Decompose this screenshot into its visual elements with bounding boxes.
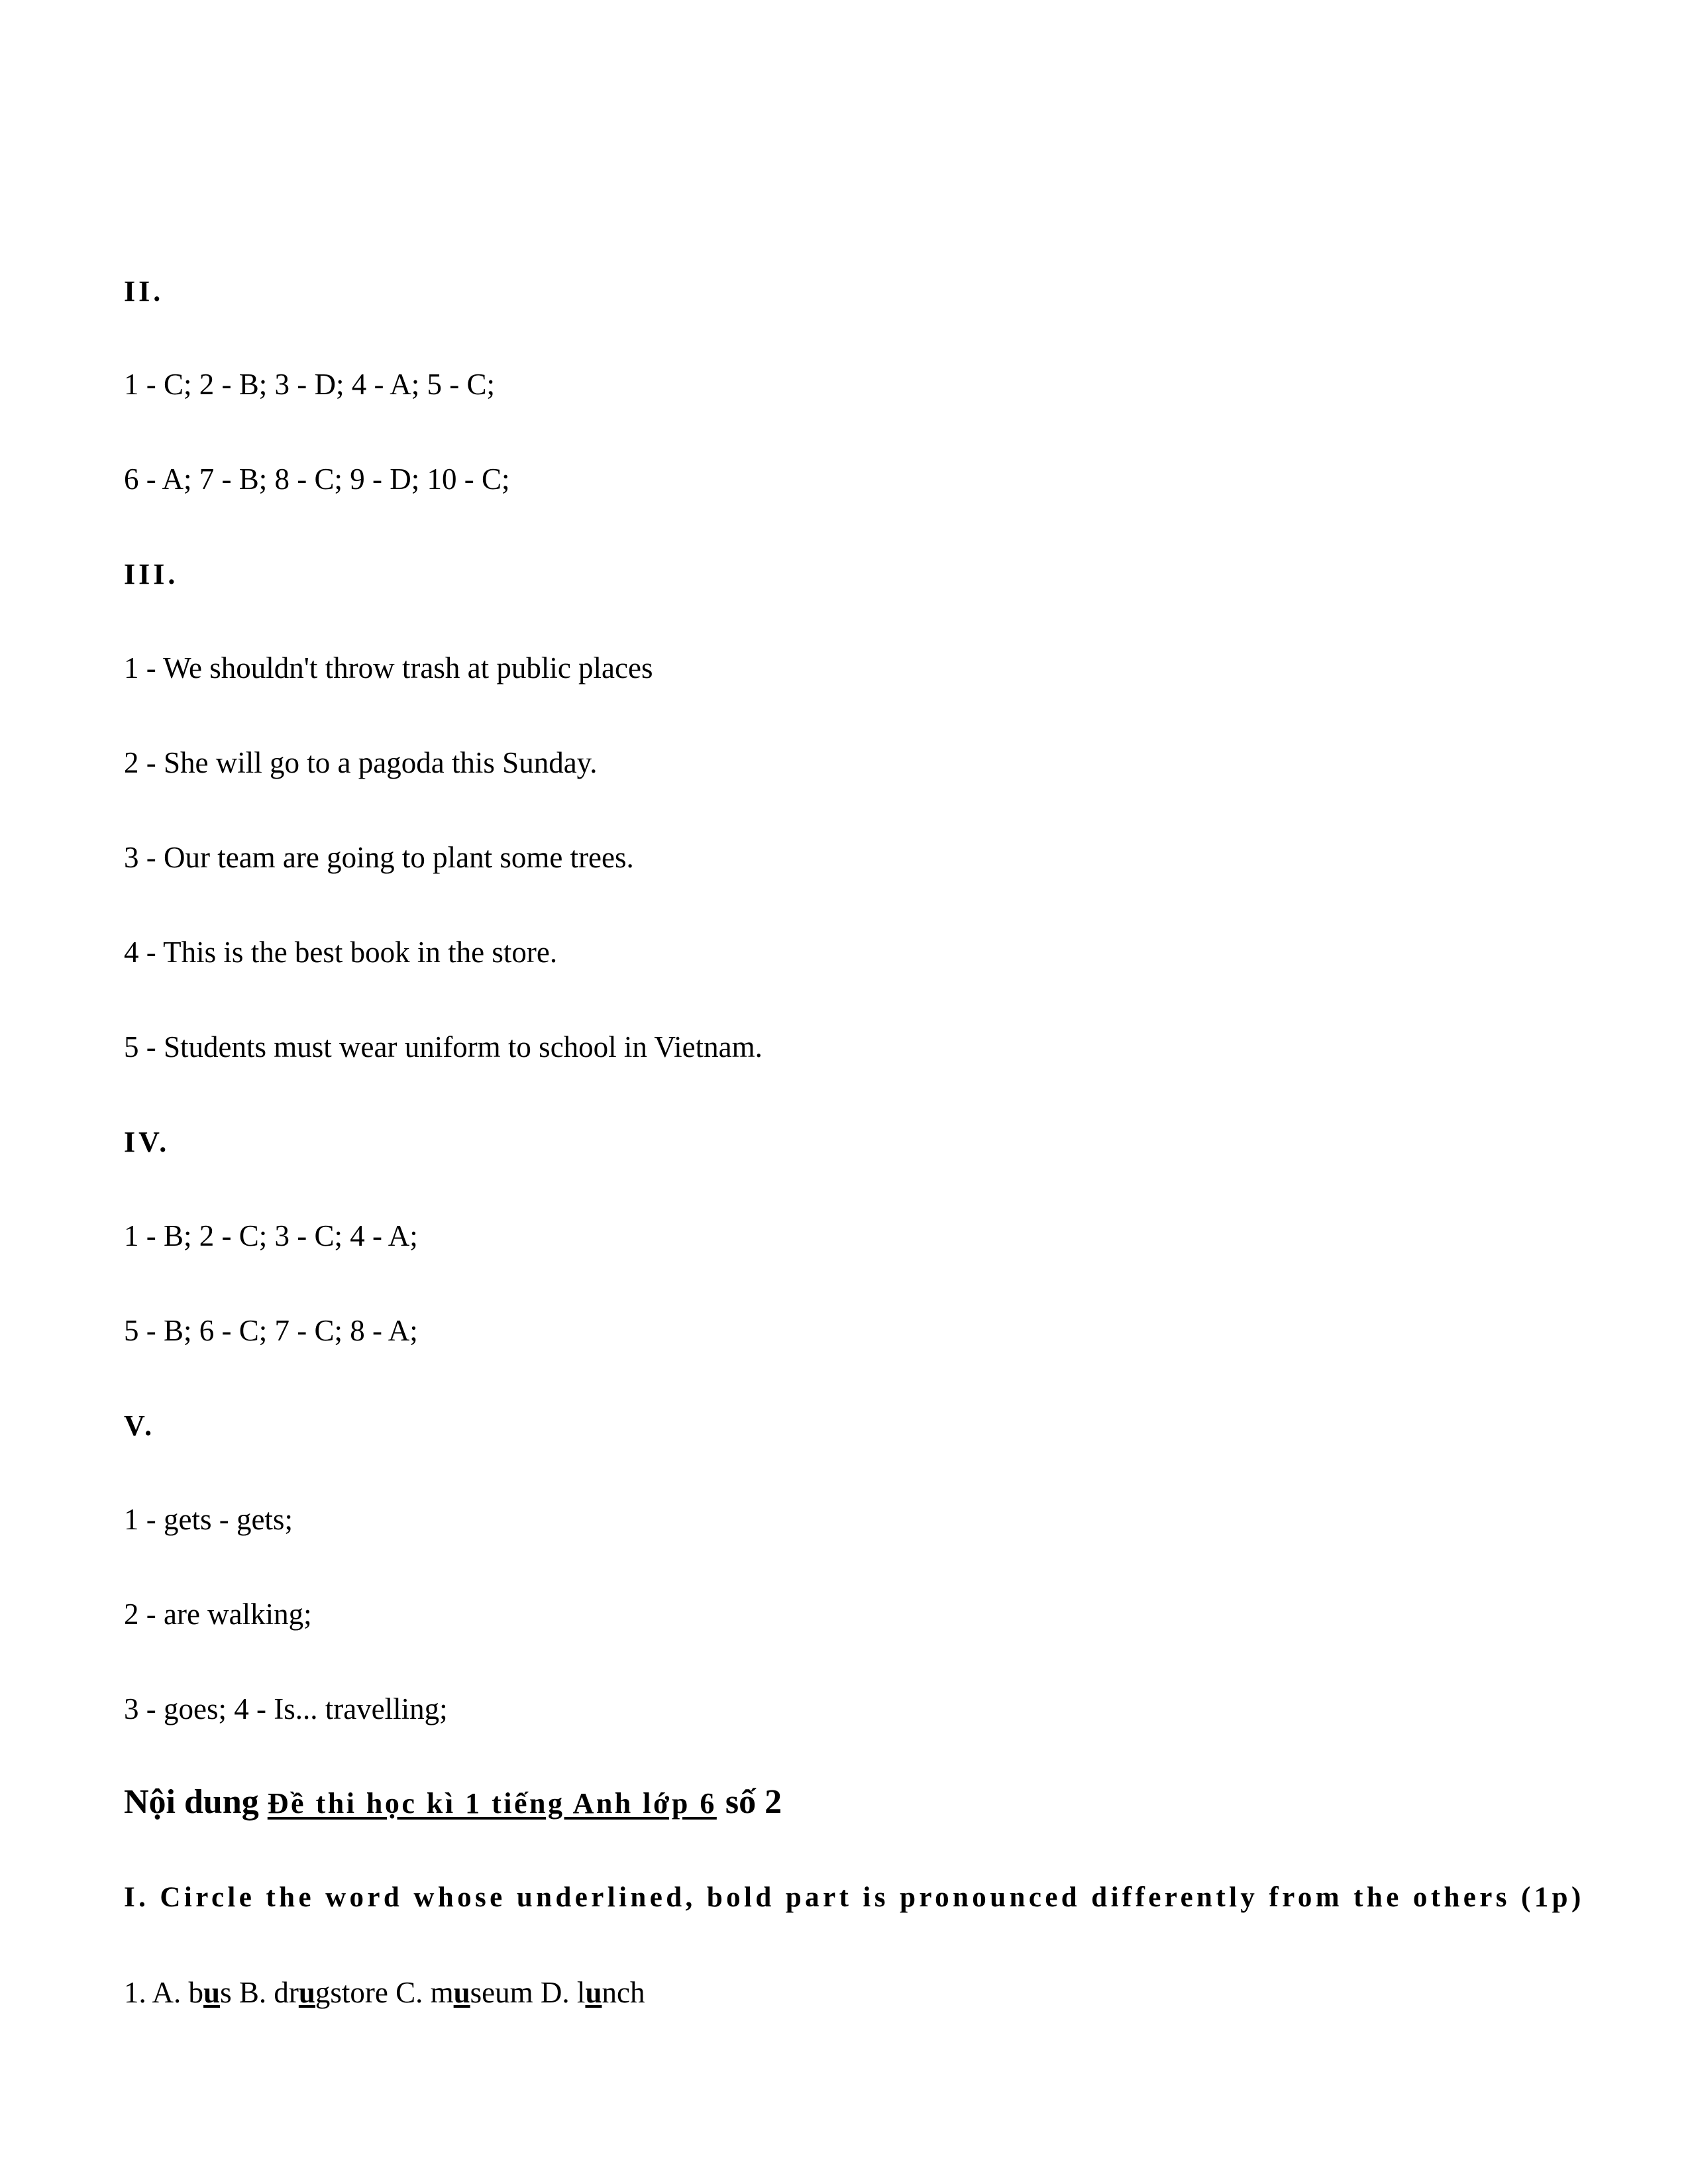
- section-heading-v: V.: [124, 1409, 156, 1442]
- content-title: [124, 1785, 782, 1820]
- question-item-1: [124, 1978, 645, 2008]
- answer-line: 1 - We shouldn't throw trash at public places: [124, 651, 653, 684]
- answer-line: 1 - B; 2 - C; 3 - C; 4 - A;: [124, 1219, 418, 1252]
- section-heading-iii: III.: [124, 558, 179, 590]
- content-title-prefix: Nội dung: [124, 1783, 259, 1821]
- option-b: B. drugstore: [238, 1976, 388, 2009]
- option-c: C. museum: [396, 1976, 533, 2009]
- answer-line: 5 - Students must wear uniform to school in Vietnam.: [124, 1030, 763, 1064]
- option-d: D. lunch: [540, 1976, 645, 2009]
- answer-line: 5 - B; 6 - C; 7 - C; 8 - A;: [124, 1314, 418, 1347]
- answer-line: 2 - She will go to a pagoda this Sunday.: [124, 746, 598, 779]
- answer-line: 4 - This is the best book in the store.: [124, 936, 558, 969]
- answer-line: 6 - A; 7 - B; 8 - C; 9 - D; 10 - C;: [124, 463, 510, 496]
- answer-line: 2 - are walking;: [124, 1598, 312, 1631]
- answer-line: 3 - goes; 4 - Is... travelling;: [124, 1692, 448, 1725]
- exam-title-link[interactable]: Đề thi học kì 1 tiếng Anh lớp 6: [267, 1787, 717, 1820]
- answer-line: 1 - C; 2 - B; 3 - D; 4 - A; 5 - C;: [124, 368, 495, 401]
- question-heading: I. Circle the word whose underlined, bold part is pronounced differently from the others (1p): [124, 1882, 1585, 1913]
- section-heading-iv: IV.: [124, 1126, 170, 1158]
- question-number: 1.: [124, 1976, 146, 2009]
- answer-line: 1 - gets - gets;: [124, 1503, 293, 1536]
- answer-line: 3 - Our team are going to plant some trees.: [124, 841, 634, 874]
- section-heading-ii: II.: [124, 275, 164, 307]
- content-title-suffix: số 2: [725, 1783, 782, 1821]
- option-a: A. bus: [152, 1976, 232, 2009]
